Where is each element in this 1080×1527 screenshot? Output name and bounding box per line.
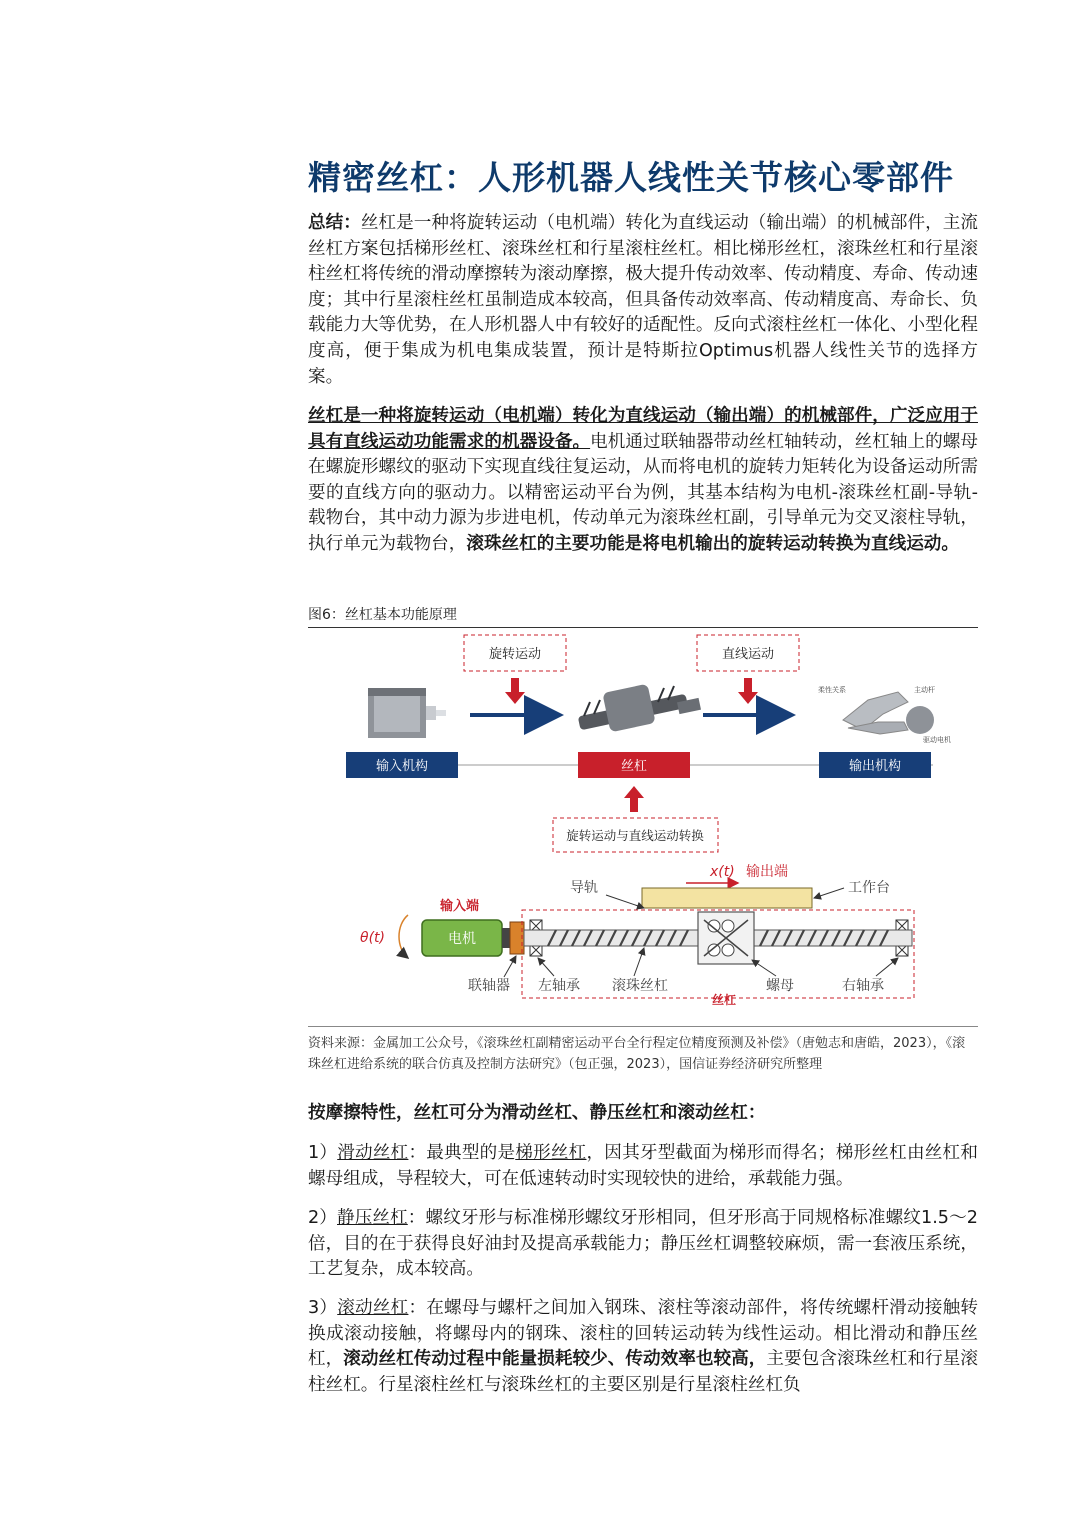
output-mechanism-label: 输出机构: [848, 759, 902, 774]
left-bearing-label: 左轴承: [538, 978, 580, 994]
linear-motion-label: 直线运动: [721, 647, 775, 662]
gripper-icon: [818, 685, 951, 744]
item-text: ：在螺母与螺杆之间加入钢珠、滚柱等滚动部件，将传统螺杆滑动接触转换成滚动接触，将螺母内的钢珠、滚柱的回转运动转为线性运动。相比滑动和静压丝杠，: [308, 1298, 978, 1370]
item-hydrostatic-screw: [308, 1206, 978, 1283]
input-end-label: 输入端: [440, 899, 480, 914]
intro-tail: 滚珠丝杠的主要功能是将电机输出的旋转运动转换为直线运动。: [466, 533, 959, 554]
linear-motion-box: [697, 635, 799, 671]
worktable-block: [642, 888, 812, 908]
right-bearing-pointer: [876, 958, 898, 976]
item-text: ：螺纹牙形与标准梯形螺纹牙形相同，但牙形高于同规格标准螺纹1.5～2倍，目的在于获得良好油封及提高承载能力；静压丝杠调整较麻烦，需一套液压系统，工艺复杂，成本较高。: [308, 1208, 978, 1280]
figure-caption: 图6：丝杠基本功能原理: [308, 607, 457, 623]
item-number: 1）: [308, 1143, 338, 1163]
rotary-motion-box: [464, 635, 566, 671]
summary-label: 总结：: [308, 213, 361, 233]
ball-screw-icon: [578, 684, 701, 733]
item-tail: 主要包含滚珠丝杠和行星滚柱丝杠。行星滚柱丝杠与滚珠丝杠的主要区别是行星滚柱丝杠负: [308, 1349, 978, 1395]
figure-bottom-rule: [308, 1026, 978, 1027]
guide-rail-label: 导轨: [570, 880, 598, 896]
screw-box-label: 丝杠: [620, 759, 648, 774]
nut-label: 螺母: [766, 978, 794, 994]
screw-principle-figure: [308, 630, 978, 1025]
item-pre: ：最典型的是: [408, 1143, 516, 1163]
ball-screw-label: 滚珠丝杠: [612, 978, 668, 994]
conversion-box: [553, 818, 718, 852]
summary-paragraph: [308, 211, 978, 390]
guide-rail-pointer: [606, 895, 644, 908]
motor-shaft: [502, 928, 510, 948]
source-note: 资料来源：金属加工公众号，《滚珠丝杠副精密运动平台全行程定位精度预测及补偿》（唐勉志和唐皓，2023），《滚珠丝杠进给系统的联合仿真及控制方法研究》（包正强，2023），国信证券经济研究所整理: [308, 1036, 966, 1072]
worktable-label: 工作台: [848, 880, 890, 896]
figure-top-rule: [308, 627, 978, 628]
gripper-label-active: 主动杆: [914, 686, 935, 694]
conversion-label: 旋转运动与直线运动转换: [566, 828, 704, 843]
left-bearing-pointer: [538, 958, 554, 976]
intro-paragraph: [308, 404, 978, 558]
theta-label: θ(t): [360, 930, 385, 946]
item-term: 滚动丝杠: [337, 1298, 409, 1318]
item-rolling-screw: [308, 1296, 978, 1398]
item-bold: 滚动丝杠传动过程中能量损耗较少、传动效率也较高，: [343, 1349, 767, 1370]
item-sliding-screw: [308, 1141, 978, 1192]
summary-text: 丝杠是一种将旋转运动（电机端）转化为直线运动（输出端）的机械部件，主流丝杠方案包括梯形丝杠、滚珠丝杠和行星滚柱丝杠。相比梯形丝杠，滚珠丝杠和行星滚柱丝杠将传统的滑动摩擦转为滚动摩擦，极大提升传动效率、传动精度、寿命、传动速度；其中行星滚柱丝杠虽制造成本较高，但具备传动效率高、传动精度高、寿命长、负载能力大等优势，在人形机器人中有较好的适配性。反向式滚柱丝杠一体化、小型化程度高，便于集成为机电集成装置，预计是特斯拉Optimus机器人线性关节的选择方案。: [308, 213, 978, 387]
input-mechanism-label: 输入机构: [375, 759, 429, 774]
rotation-arrow-icon: [399, 915, 408, 958]
intro-body: 电机通过联轴器带动丝杠轴转动，丝杠轴上的螺母在螺旋形螺纹的驱动下实现直线往复运动，从而将电机的旋转力矩转化为设备运动所需要的直线方向的驱动力。以精密运动平台为例，其基本结构为电机-滚珠丝杠副-导轨-载物台，其中动力源为步进电机，传动单元为滚珠丝杠副，引导单元为交叉滚柱导轨，执行单元为载物台，: [308, 431, 978, 554]
item-term: 滑动丝杠: [337, 1143, 409, 1163]
linear-down-arrow-icon: [738, 678, 758, 704]
worktable-pointer: [814, 888, 844, 898]
x-t-label: x(t): [710, 864, 735, 880]
intro-lead: 丝杠是一种将旋转运动（电机端）转化为直线运动（输出端）的机械部件，广泛应用于具有直线运动功能需求的机器设备。: [308, 406, 978, 452]
screw-box: [578, 752, 690, 778]
item-term: 静压丝杠: [337, 1208, 408, 1228]
rotary-motion-label: 旋转运动: [488, 647, 542, 662]
page-title: 精密丝杠：人形机器人线性关节核心零部件: [308, 158, 954, 197]
right-bearing-label: 右轴承: [842, 978, 884, 994]
input-mechanism-box: [346, 752, 458, 778]
item-number: 3）: [308, 1298, 338, 1318]
nut-pointer: [752, 960, 776, 976]
conversion-up-arrow-icon: [624, 786, 644, 812]
output-mechanism-box: [819, 752, 931, 778]
motor-label: 电机: [448, 931, 476, 947]
rotary-down-arrow-icon: [505, 678, 525, 704]
coupling-pointer: [504, 956, 516, 977]
nut-block: [698, 912, 754, 964]
item-number: 2）: [308, 1208, 337, 1228]
coupling-label: 联轴器: [468, 978, 510, 994]
ball-screw-pointer: [634, 948, 644, 976]
screw-frame-label: 丝杠: [712, 993, 737, 1007]
section-heading: 按摩擦特性，丝杠可分为滑动丝杠、静压丝杠和滚动丝杠：: [308, 1103, 766, 1123]
stepper-motor-icon: [368, 688, 446, 738]
item-text: ，因其牙型截面为梯形而得名；梯形丝杠由丝杠和螺母组成，导程较大，可在低速转动时实现较快的进给，承载能力强。: [308, 1143, 978, 1189]
gripper-label-flex: 柔性关系: [818, 686, 846, 694]
item-term2: 梯形丝杠: [515, 1143, 587, 1163]
output-end-label: 输出端: [746, 864, 788, 880]
gripper-label-motor: 驱动电机: [923, 736, 951, 744]
